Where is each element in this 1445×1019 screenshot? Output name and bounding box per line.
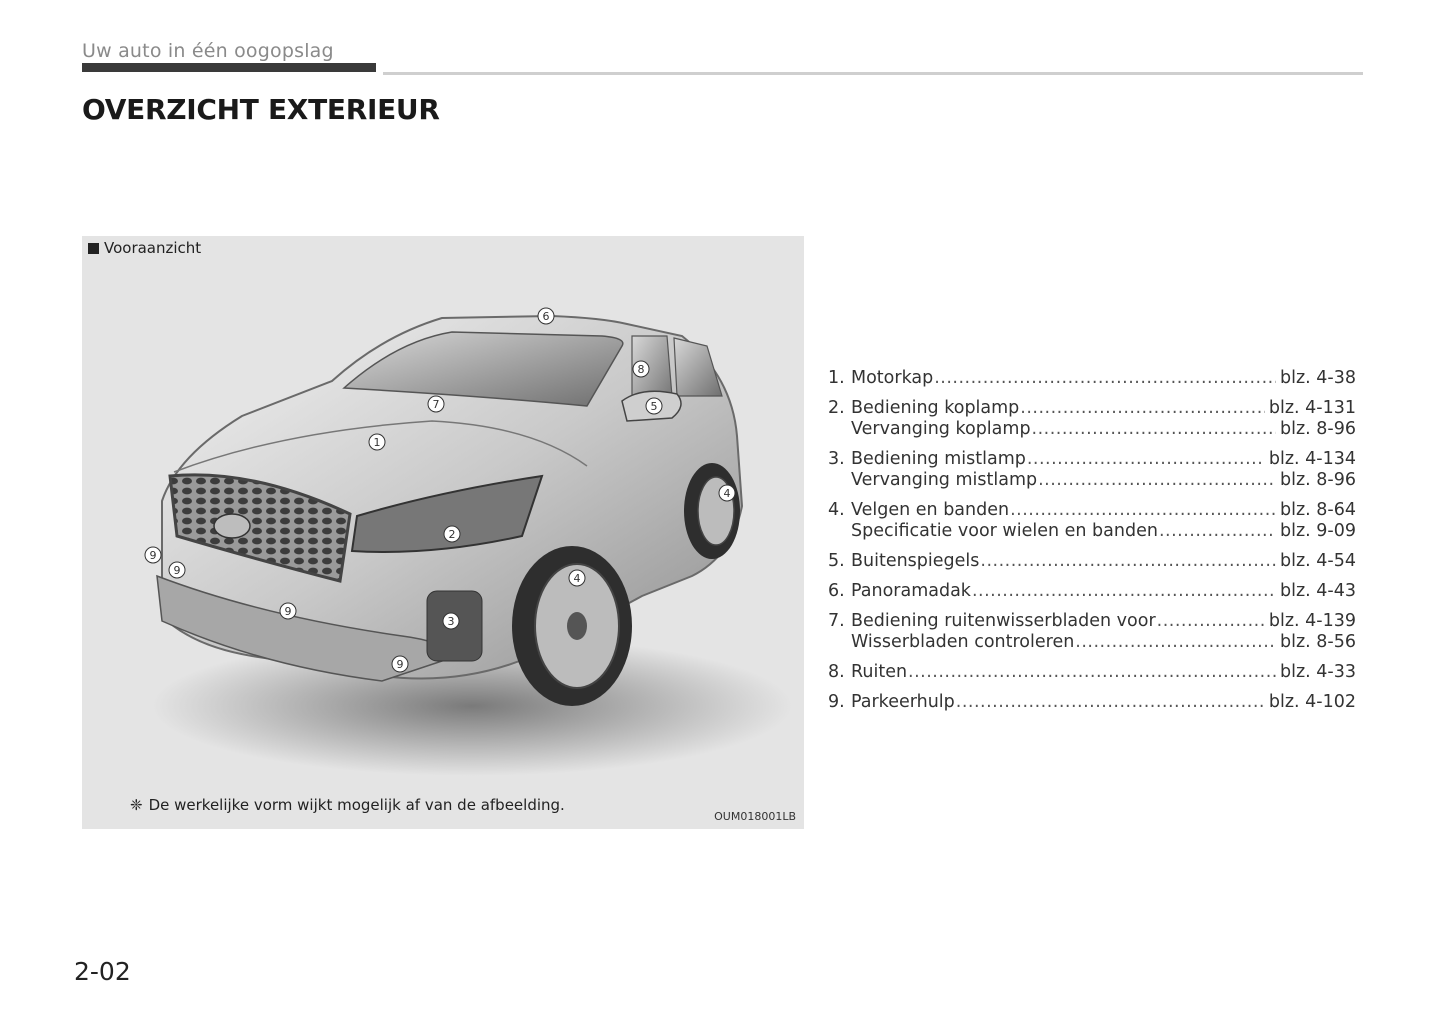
page-reference: blz. 8-96 [1280, 419, 1356, 439]
item-label: Bediening koplamp [851, 398, 1020, 418]
item-number: 2. [828, 398, 845, 418]
page-reference: blz. 4-102 [1268, 692, 1356, 712]
figure-note-text: De werkelijke vorm wijkt mogelijk af van de afbeelding. [148, 796, 565, 814]
list-entry [828, 470, 1356, 491]
svg-text:3: 3 [447, 615, 455, 628]
page-reference: blz. 9-09 [1280, 521, 1356, 541]
page-title: OVERZICHT EXTERIEUR [82, 93, 440, 126]
item-number: 7. [828, 611, 845, 631]
list-item [828, 500, 1356, 542]
page-reference: blz. 4-43 [1280, 581, 1356, 601]
page-reference: blz. 4-139 [1268, 611, 1356, 631]
section-label: Uw auto in één oogopslag [82, 40, 334, 62]
svg-text:5: 5 [650, 400, 658, 413]
svg-text:9: 9 [149, 549, 157, 562]
section-label-bar [82, 63, 376, 72]
list-entry [828, 368, 1356, 389]
item-label: Buitenspiegels [851, 551, 980, 571]
exterior-figure [82, 236, 804, 829]
list-entry [828, 500, 1356, 521]
square-bullet-icon [88, 243, 99, 254]
car-illustration [82, 236, 804, 829]
svg-text:4: 4 [573, 572, 581, 585]
callout-2 [444, 526, 460, 542]
callout-7 [428, 396, 444, 412]
item-label: Wisserbladen controleren [851, 632, 1075, 652]
list-item [828, 581, 1356, 602]
page-reference: blz. 4-54 [1280, 551, 1356, 571]
list-entry [828, 551, 1356, 572]
list-item [828, 662, 1356, 683]
list-entry [828, 521, 1356, 542]
item-label: Vervanging mistlamp [851, 470, 1038, 490]
callout-4-front [569, 570, 585, 586]
figure-caption-text: Vooraanzicht [104, 239, 202, 257]
list-item [828, 611, 1356, 653]
svg-text:2: 2 [448, 528, 456, 541]
item-label: Bediening mistlamp [851, 449, 1026, 469]
page-reference: blz. 4-38 [1280, 368, 1356, 388]
dot-leader [1027, 449, 1265, 470]
item-number: 9. [828, 692, 845, 712]
item-label: Panoramadak [851, 581, 971, 601]
callout-9-a [145, 547, 161, 563]
page-reference: blz. 4-33 [1280, 662, 1356, 682]
svg-text:9: 9 [173, 564, 181, 577]
figure-code: OUM018001LB [714, 810, 796, 823]
page-reference: blz. 8-56 [1280, 632, 1356, 652]
item-label: Velgen en banden [851, 500, 1010, 520]
item-number: 6. [828, 581, 845, 601]
item-number: 1. [828, 368, 845, 388]
svg-text:9: 9 [284, 605, 292, 618]
page-reference: blz. 8-96 [1280, 470, 1356, 490]
callout-9-c [280, 603, 296, 619]
dot-leader [1038, 470, 1276, 491]
item-label: Motorkap [851, 368, 934, 388]
item-number: 3. [828, 449, 845, 469]
list-entry [828, 449, 1356, 470]
list-item [828, 551, 1356, 572]
list-item [828, 368, 1356, 389]
list-item [828, 449, 1356, 491]
list-entry [828, 632, 1356, 653]
figure-caption [88, 239, 201, 257]
header-rule [383, 72, 1363, 75]
list-entry [828, 581, 1356, 602]
list-entry [828, 419, 1356, 440]
dot-leader [908, 662, 1276, 683]
list-item [828, 398, 1356, 440]
svg-text:4: 4 [723, 487, 731, 500]
item-number: 4. [828, 500, 845, 520]
item-label: Bediening ruitenwisserbladen voor [851, 611, 1156, 631]
dot-leader [1075, 632, 1276, 653]
item-number: 8. [828, 662, 845, 682]
callout-9-d [392, 656, 408, 672]
component-list [828, 368, 1356, 722]
page-reference: blz. 8-64 [1280, 500, 1356, 520]
item-label: Specificatie voor wielen en banden [851, 521, 1158, 541]
dot-leader [1159, 521, 1276, 542]
dot-leader [980, 551, 1276, 572]
dot-leader [956, 692, 1265, 713]
dot-leader [934, 368, 1276, 389]
item-label: Ruiten [851, 662, 908, 682]
svg-text:1: 1 [373, 436, 381, 449]
svg-text:6: 6 [542, 310, 550, 323]
list-entry [828, 611, 1356, 632]
callout-8 [633, 361, 649, 377]
dot-leader [1010, 500, 1276, 521]
note-symbol: ❈ [130, 796, 143, 814]
callout-9-b [169, 562, 185, 578]
list-entry [828, 398, 1356, 419]
dot-leader [1032, 419, 1276, 440]
callout-3 [443, 613, 459, 629]
list-item [828, 692, 1356, 713]
item-label: Vervanging koplamp [851, 419, 1031, 439]
item-label: Parkeerhulp [851, 692, 955, 712]
list-entry [828, 662, 1356, 683]
svg-text:8: 8 [637, 363, 645, 376]
callout-6 [538, 308, 554, 324]
svg-text:7: 7 [432, 398, 440, 411]
figure-note [130, 796, 565, 814]
list-entry [828, 692, 1356, 713]
page-reference: blz. 4-134 [1268, 449, 1356, 469]
callout-5 [646, 398, 662, 414]
dot-leader [1020, 398, 1265, 419]
callout-4-rear [719, 485, 735, 501]
callout-1 [369, 434, 385, 450]
dot-leader [972, 581, 1276, 602]
page-reference: blz. 4-131 [1268, 398, 1356, 418]
svg-text:9: 9 [396, 658, 404, 671]
page-number: 2-02 [74, 957, 131, 986]
dot-leader [1157, 611, 1265, 632]
item-number: 5. [828, 551, 845, 571]
